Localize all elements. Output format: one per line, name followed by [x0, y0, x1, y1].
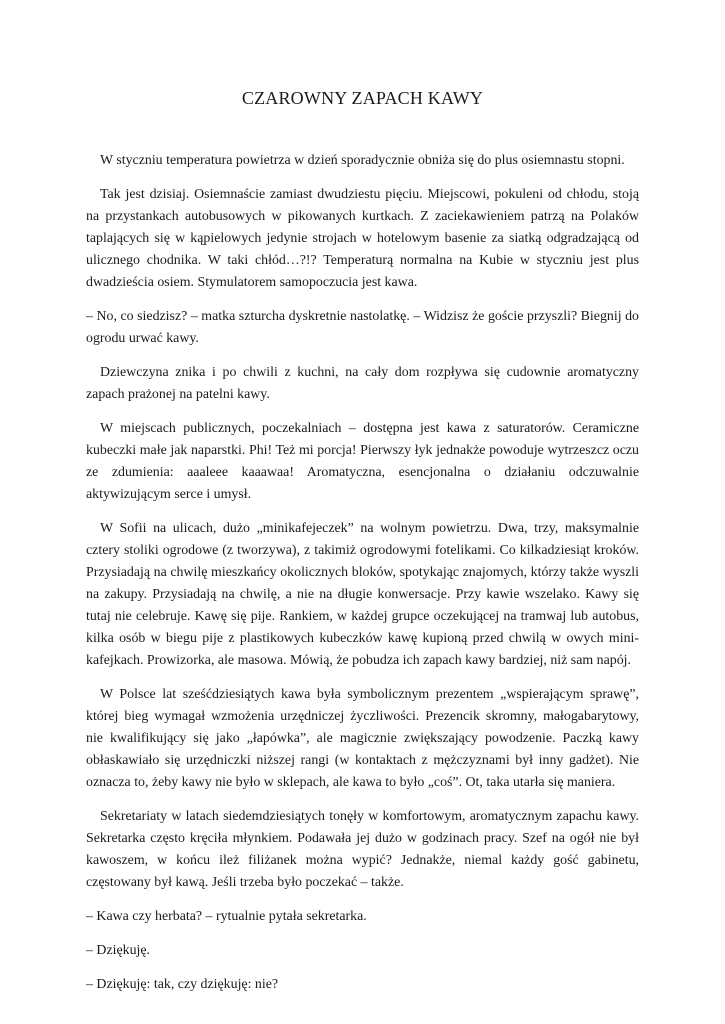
- paragraph: W Polsce lat sześćdziesiątych kawa była symbolicznym prezentem „wspierającym sprawę”, której bieg wymagał wzmożenia urzędniczej życzliwości. Prezencik skromny, małogabarytowy, nie kwalifikujący się jako „łapówka”, ale magicznie zwiększający powodzenie. Paczką kawy obłaskawiało się urzędniczki niższej rangi (w kontaktach z mężczyznami był inny gadżet). Nie oznacza to, żeby kawy nie było w sklepach, ale kawa to było „coś”. Ot, taka utarła się maniera.: [86, 687, 639, 790]
- paragraph-dialogue: – Dziękuję.: [86, 943, 151, 958]
- paragraph-dialogue: – Dziękuję: tak, czy dziękuję: nie?: [86, 977, 279, 992]
- document-body: [86, 150, 639, 1008]
- paragraph-dialogue: – No, co siedzisz? – matka szturcha dyskretnie nastolatkę. – Widzisz że goście przyszli? Biegnij do ogrodu urwać kawy.: [86, 309, 639, 346]
- paragraph: W styczniu temperatura powietrza w dzień sporadycznie obniża się do plus osiemnastu stopni.: [100, 153, 625, 168]
- paragraph: W miejscach publicznych, poczekalniach – dostępna jest kawa z saturatorów. Ceramiczne kubeczki małe jak naparstki. Phi! Też mi porcja! Pierwszy łyk jednakże powoduje wytrzeszcz oczu ze zdumienia: aaaleee kaaawaa! Aromatyczna, esencjonalna o działaniu odczuwalnie aktywizującym serce i umysł.: [86, 421, 639, 502]
- paragraph-dialogue: – Kawa czy herbata? – rytualnie pytała sekretarka.: [86, 909, 367, 924]
- paragraph: Sekretariaty w latach siedemdziesiątych tonęły w komfortowym, aromatycznym zapachu kawy. Sekretarka często kręciła młynkiem. Podawała jej dużo w godzinach pracy. Szef na ogół nie był kawoszem, w końcu ileż filiżanek można wypić? Jednakże, niemal każdy gość gabinetu, częstowany był kawą. Jeśli trzeba było poczekać – także.: [86, 809, 639, 890]
- paragraph: Dziewczyna znika i po chwili z kuchni, na cały dom rozpływa się cudownie aromatyczny zapach prażonej na patelni kawy.: [86, 365, 639, 402]
- paragraph: Tak jest dzisiaj. Osiemnaście zamiast dwudziestu pięciu. Miejscowi, pokuleni od chłodu, stoją na przystankach autobusowych w pikowanych kurtkach. Z zaciekawieniem patrzą na Polaków taplających się w kąpielowych jedynie strojach w hotelowym basenie za siatką odgradzającą od ulicznego chodnika. W taki chłód…?!? Temperaturą normalna na Kubie w styczniu jest plus dwadzieścia osiem. Stymulatorem samopoczucia jest kawa.: [86, 187, 639, 290]
- document-title: CZAROWNY ZAPACH KAWY: [241, 88, 484, 108]
- paragraph: W Sofii na ulicach, dużo „minikafejeczek” na wolnym powietrzu. Dwa, trzy, maksymalnie cztery stoliki ogrodowe (z tworzywa), z takimiż ogrodowymi fotelikami. Co kilkadziesiąt kroków. Przysiadają na chwilę mieszkańcy okolicznych bloków, spotykając znajomych, którzy także wyszli na zakupy. Przysiadają na chwilę, a nie na długie konwersacje. Przy kawie wszelako. Kawy się tutaj nie celebruje. Kawę się pije. Rankiem, w każdej grupce oczekującej na tramwaj lub autobus, kilka osób w biegu pije z plastikowych kubeczków kawę kupioną przed chwilą w owych mini-kafejkach. Prowizorka, ale masowa. Mówią, że pobudza ich zapach kawy bardziej, niż sam napój.: [86, 521, 639, 668]
